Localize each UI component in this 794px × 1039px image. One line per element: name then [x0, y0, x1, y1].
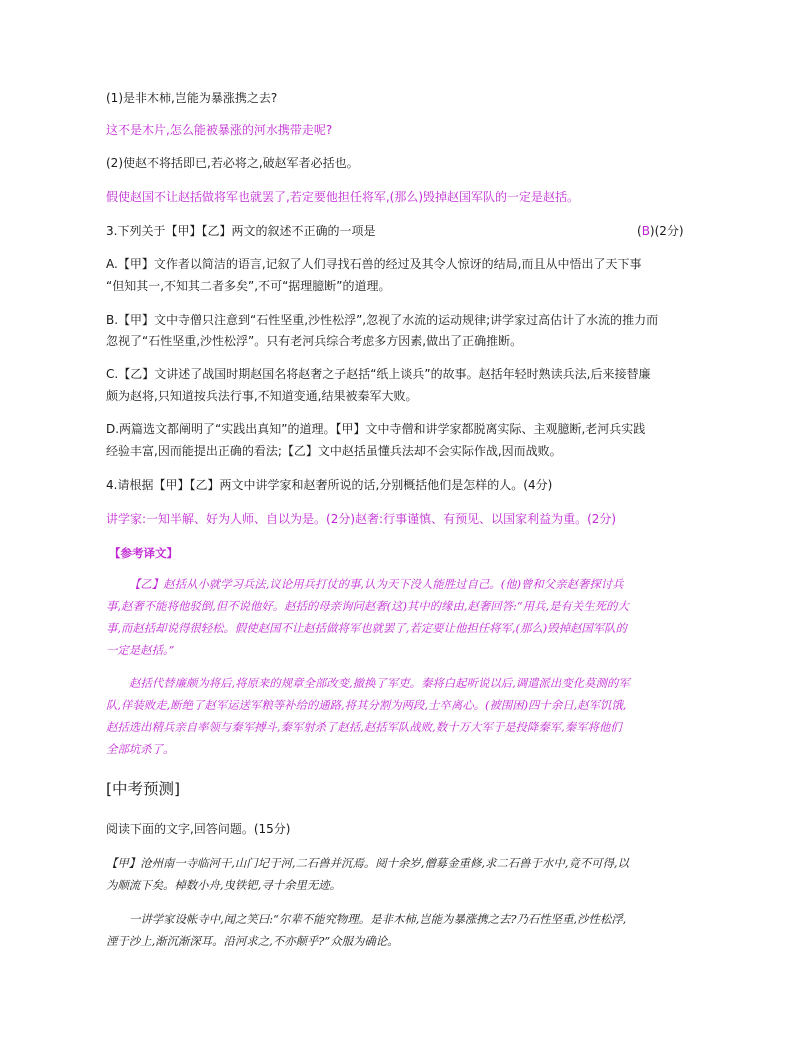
sub-answer-2: 假使赵国不让赵括做将军也就罢了,若定要他担任将军,(那么)毁掉赵国军队的一定是赵括。	[106, 190, 579, 204]
option-d-line-2: 经验丰富,因而能提出正确的看法;【乙】文中赵括虽懂兵法却不会实际作战,因而战败。	[106, 444, 562, 458]
reading-instruction: 阅读下面的文字,回答问题。(15分)	[106, 822, 291, 836]
question-3-stem: 3.下列关于【甲】【乙】两文的叙述不正确的一项是	[106, 224, 376, 238]
question-3-answer: B	[641, 224, 650, 238]
option-a-line-1: A.【甲】文作者以简洁的语言,记叙了人们寻找石兽的经过及其令人惊讶的结局,而且从中悟出了天下事	[106, 257, 642, 271]
reference-para1-line-1: 【乙】赵括从小就学习兵法,议论用兵打仗的事,认为天下没人能胜过自己。(他)曾和父亲赵奢探讨兵	[129, 577, 624, 591]
reference-para2-line-4: 全部坑杀了。	[106, 742, 175, 756]
reference-para2-line-2: 队,佯装败走,断绝了赵军运送军粮等补给的通路,将其分割为两段,士卒离心。(被围困)四十余日,赵军饥饿,	[106, 698, 627, 712]
reference-para2-line-1: 赵括代替廉颇为将后,将原来的规章全部改变,撤换了军吏。秦将白起听说以后,调遣派出变化莫测的军	[129, 676, 630, 690]
option-d-line-1: D.两篇选文都阐明了“实践出真知”的道理。【甲】文中寺僧和讲学家都脱离实际、主观臆断,老河兵实践	[106, 422, 646, 436]
passage-para2-line-1: 一讲学家设帐寺中,闻之笑曰:“尔辈不能究物理。是非木柿,岂能为暴涨携之去?乃石性坚重,沙性松浮,	[129, 912, 627, 926]
reference-para1-line-4: 一定是赵括。”	[106, 643, 175, 657]
passage-para2-line-2: 湮于沙上,渐沉渐深耳。沿河求之,不亦颠乎?”众服为确论。	[106, 934, 399, 948]
option-b-line-2: 忽视了“石性坚重,沙性松浮”。只有老河兵综合考虑多方因素,做出了正确推断。	[106, 334, 523, 348]
question-4-stem: 4.请根据【甲】【乙】两文中讲学家和赵奢所说的话,分别概括他们是怎样的人。(4分)	[106, 478, 553, 492]
reference-para2-line-3: 赵括选出精兵亲自率领与秦军搏斗,秦军射杀了赵括,赵括军队战败,数十万大军于是投降秦军,秦军将他们	[106, 720, 622, 734]
reference-para1-line-3: 事,而赵括却说得很轻松。假使赵国不让赵括做将军也就罢了,若定要让他担任将军,(那么)毁掉赵国军队的	[106, 621, 627, 635]
reference-para1-line-2: 事,赵奢不能将他驳倒,但不说他好。赵括的母亲询问赵奢(这)其中的缘由,赵奢回答:“用兵,是有关生死的大	[106, 599, 629, 613]
sub-answer-1: 这不是木片,怎么能被暴涨的河水携带走呢?	[106, 123, 333, 137]
option-a-line-2: “但知其一,不知其二者多矣”,不可“据理臆断”的道理。	[106, 279, 391, 293]
passage-jia-line-1: 【甲】沧州南一寺临河干,山门圮于河,二石兽并沉焉。阅十余岁,僧募金重修,求二石兽于水中,竟不可得,以	[106, 856, 629, 870]
question-4-answer: 讲学家:一知半解、好为人师、自以为是。(2分)赵奢:行事谨慎、有预见、以国家利益为重。(2分)	[106, 512, 617, 526]
sub-question-1: (1)是非木柿,岂能为暴涨携之去?	[106, 91, 278, 105]
section-heading: [中考预测]	[106, 780, 181, 798]
option-c-line-1: C.【乙】文讲述了战国时期赵国名将赵奢之子赵括“纸上谈兵”的故事。赵括年轻时熟读兵法,后来接替廉	[106, 367, 651, 381]
passage-jia-line-2: 为顺流下矣。棹数小舟,曳铁钯,寻十余里无迹。	[106, 878, 342, 892]
reference-translation-title: 【参考译文】	[109, 546, 178, 560]
sub-question-2: (2)使赵不将括即已,若必将之,破赵军者必括也。	[106, 156, 359, 170]
score-close: )(2分)	[649, 224, 684, 238]
question-3-score	[637, 225, 684, 238]
option-b-line-1: B.【甲】文中寺僧只注意到“石性坚重,沙性松浮”,忽视了水流的运动规律;讲学家过高估计了水流的推力而	[106, 313, 659, 327]
score-open: (	[637, 224, 642, 238]
option-c-line-2: 颇为赵将,只知道按兵法行事,不知道变通,结果被秦军大败。	[106, 389, 418, 403]
